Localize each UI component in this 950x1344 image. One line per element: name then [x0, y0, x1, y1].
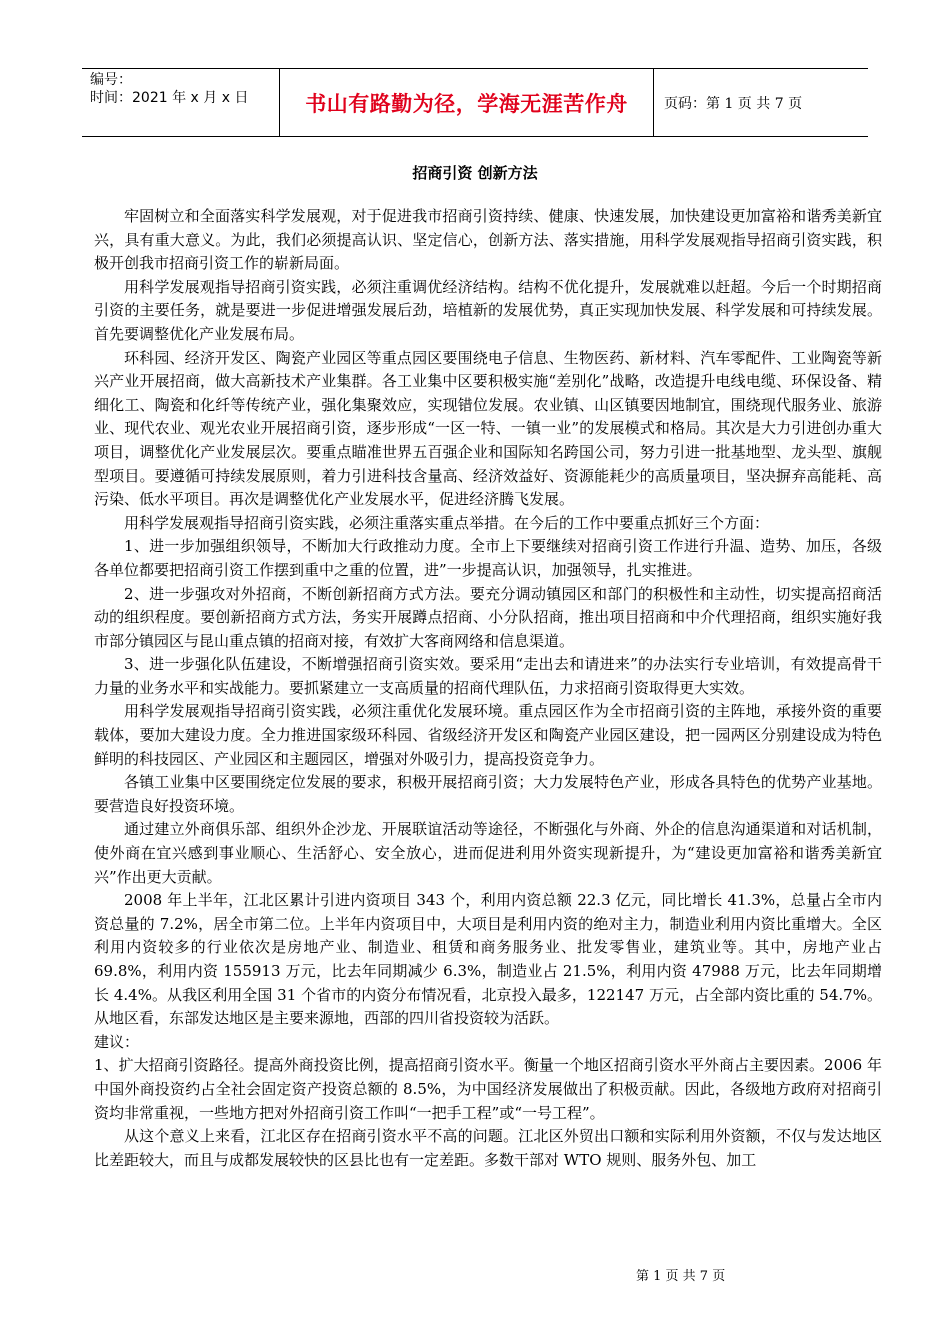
suggestion-label: 建议：	[94, 1032, 140, 1051]
page-info: 页码：第 1 页 共 7 页	[664, 95, 803, 112]
header-table	[82, 68, 868, 137]
suggestion-item: 1、扩大招商引资路径。提高外商投资比例，提高招商引资水平。衡量一个地区招商引资水平外商占主要因素。2006 年中国外商投资约占全社会固定资产投资总额的 8.5%，为中国经济发展做出了积极贡献。因此，各级地方政府对招商引资均非常重视，一些地方把对外招商引资工作叫“一把手工程”或“一号工程”。	[94, 1056, 882, 1122]
number-label: 编号：	[90, 72, 132, 88]
document-title: 招商引资 创新方法	[412, 164, 538, 182]
time-label: 时间：2021 年 x 月 x 日	[90, 90, 249, 106]
document-body	[94, 205, 882, 1172]
paragraph: 1、进一步加强组织领导，不断加大行政推动力度。全市上下要继续对招商引资工作进行升温、造势、加压，各级各单位都要把招商引资工作摆到重中之重的位置，进”一步提高认识，加强领导，扎实推进。	[94, 537, 882, 579]
header-page-cell	[654, 69, 868, 136]
paragraph: 通过建立外商俱乐部、组织外企沙龙、开展联谊活动等途径，不断强化与外商、外企的信息沟通渠道和对话机制，使外商在宜兴感到事业顺心、生活舒心、安全放心，进而促进利用外资实现新提升，为“建设更加富裕和谐秀美新宜兴”作出更大贡献。	[94, 820, 882, 886]
page-footer: 第 1 页 共 7 页	[636, 1269, 726, 1284]
paragraph: 2、进一步强攻对外招商，不断创新招商方式方法。要充分调动镇园区和部门的积极性和主动性，切实提高招商活动的组织程度。要创新招商方式方法，务实开展蹲点招商、小分队招商，推出项目招商和中介代理招商，组织实施好我市部分镇园区与昆山重点镇的招商对接，有效扩大客商网络和信息渠道。	[94, 584, 882, 650]
paragraph: 环科园、经济开发区、陶瓷产业园区等重点园区要围绕电子信息、生物医药、新材料、汽车零配件、工业陶瓷等新兴产业开展招商，做大高新技术产业集群。各工业集中区要积极实施“差别化”战略，改造提升电线电缆、环保设备、精细化工、陶瓷和化纤等传统产业，强化集聚效应，实现错位发展。农业镇、山区镇要因地制宜，围绕现代服务业、旅游业、现代农业、观光农业开展招商引资，逐步形成“一区一特、一镇一业”的发展模式和格局。其次是大力引进创办重大项目，调整优化产业发展层次。要重点瞄准世界五百强企业和国际知名跨国公司，努力引进一批基地型、龙头型、旗舰型项目。要遵循可持续发展原则，着力引进科技含量高、经济效益好、资源能耗少的高质量项目，坚决摒弃高能耗、高污染、低水平项目。再次是调整优化产业发展水平，促进经济腾飞发展。	[94, 348, 882, 509]
paragraph: 用科学发展观指导招商引资实践，必须注重调优经济结构。结构不优化提升，发展就难以赶超。今后一个时期招商引资的主要任务，就是要进一步促进增强发展后劲，培植新的发展优势，真正实现加快发展、科学发展和可持续发展。首先要调整优化产业发展布局。	[94, 277, 882, 343]
header-left-cell	[82, 69, 280, 136]
paragraph: 各镇工业集中区要围绕定位发展的要求，积极开展招商引资；大力发展特色产业，形成各具特色的优势产业基地。要营造良好投资环境。	[94, 773, 882, 815]
header-motto-cell	[280, 69, 654, 136]
paragraph: 3、进一步强化队伍建设，不断增强招商引资实效。要采用“走出去和请进来”的办法实行专业培训，有效提高骨干力量的业务水平和实战能力。要抓紧建立一支高质量的招商代理队伍，力求招商引资取得更大实效。	[94, 655, 882, 697]
motto-text: 书山有路勤为径，学海无涯苦作舟	[305, 90, 628, 116]
paragraph: 从这个意义上来看，江北区存在招商引资水平不高的问题。江北区外贸出口额和实际利用外资额，不仅与发达地区比差距较大，而且与成都发展较快的区县比也有一定差距。多数干部对 WTO 规则、服务外包、加工	[94, 1127, 882, 1169]
paragraph: 牢固树立和全面落实科学发展观，对于促进我市招商引资持续、健康、快速发展，加快建设更加富裕和谐秀美新宜兴，具有重大意义。为此，我们必须提高认识、坚定信心，创新方法、落实措施，用科学发展观指导招商引资实践，积极开创我市招商引资工作的崭新局面。	[94, 207, 882, 273]
paragraph: 2008 年上半年，江北区累计引进内资项目 343 个，利用内资总额 22.3 亿元，同比增长 41.3%，总量占全市内资总量的 7.2%，居全市第二位。上半年内资项目中，大项目是利用内资的绝对主力，制造业利用内资比重增大。全区利用内资较多的行业依次是房地产业、制造业、租赁和商务服务业、批发零售业，建筑业等。其中，房地产业占 69.8%，利用内资 155913 万元，比去年同期减少 6.3%，制造业占 21.5%，利用内资 47988 万元，比去年同期增长 4.4%。从我区利用全国 31 个省市的内资分布情况看，北京投入最多，122147 万元，占全部内资比重的 54.7%。从地区看，东部发达地区是主要来源地，西部的四川省投资较为活跃。	[94, 891, 882, 1028]
paragraph: 用科学发展观指导招商引资实践，必须注重落实重点举措。在今后的工作中要重点抓好三个方面：	[124, 513, 770, 532]
paragraph: 用科学发展观指导招商引资实践，必须注重优化发展环境。重点园区作为全市招商引资的主阵地，承接外资的重要载体，要加大建设力度。全力推进国家级环科园、省级经济开发区和陶瓷产业园区建设，把一园两区分别建设成为特色鲜明的科技园区、产业园区和主题园区，增强对外吸引力，提高投资竞争力。	[94, 702, 882, 768]
